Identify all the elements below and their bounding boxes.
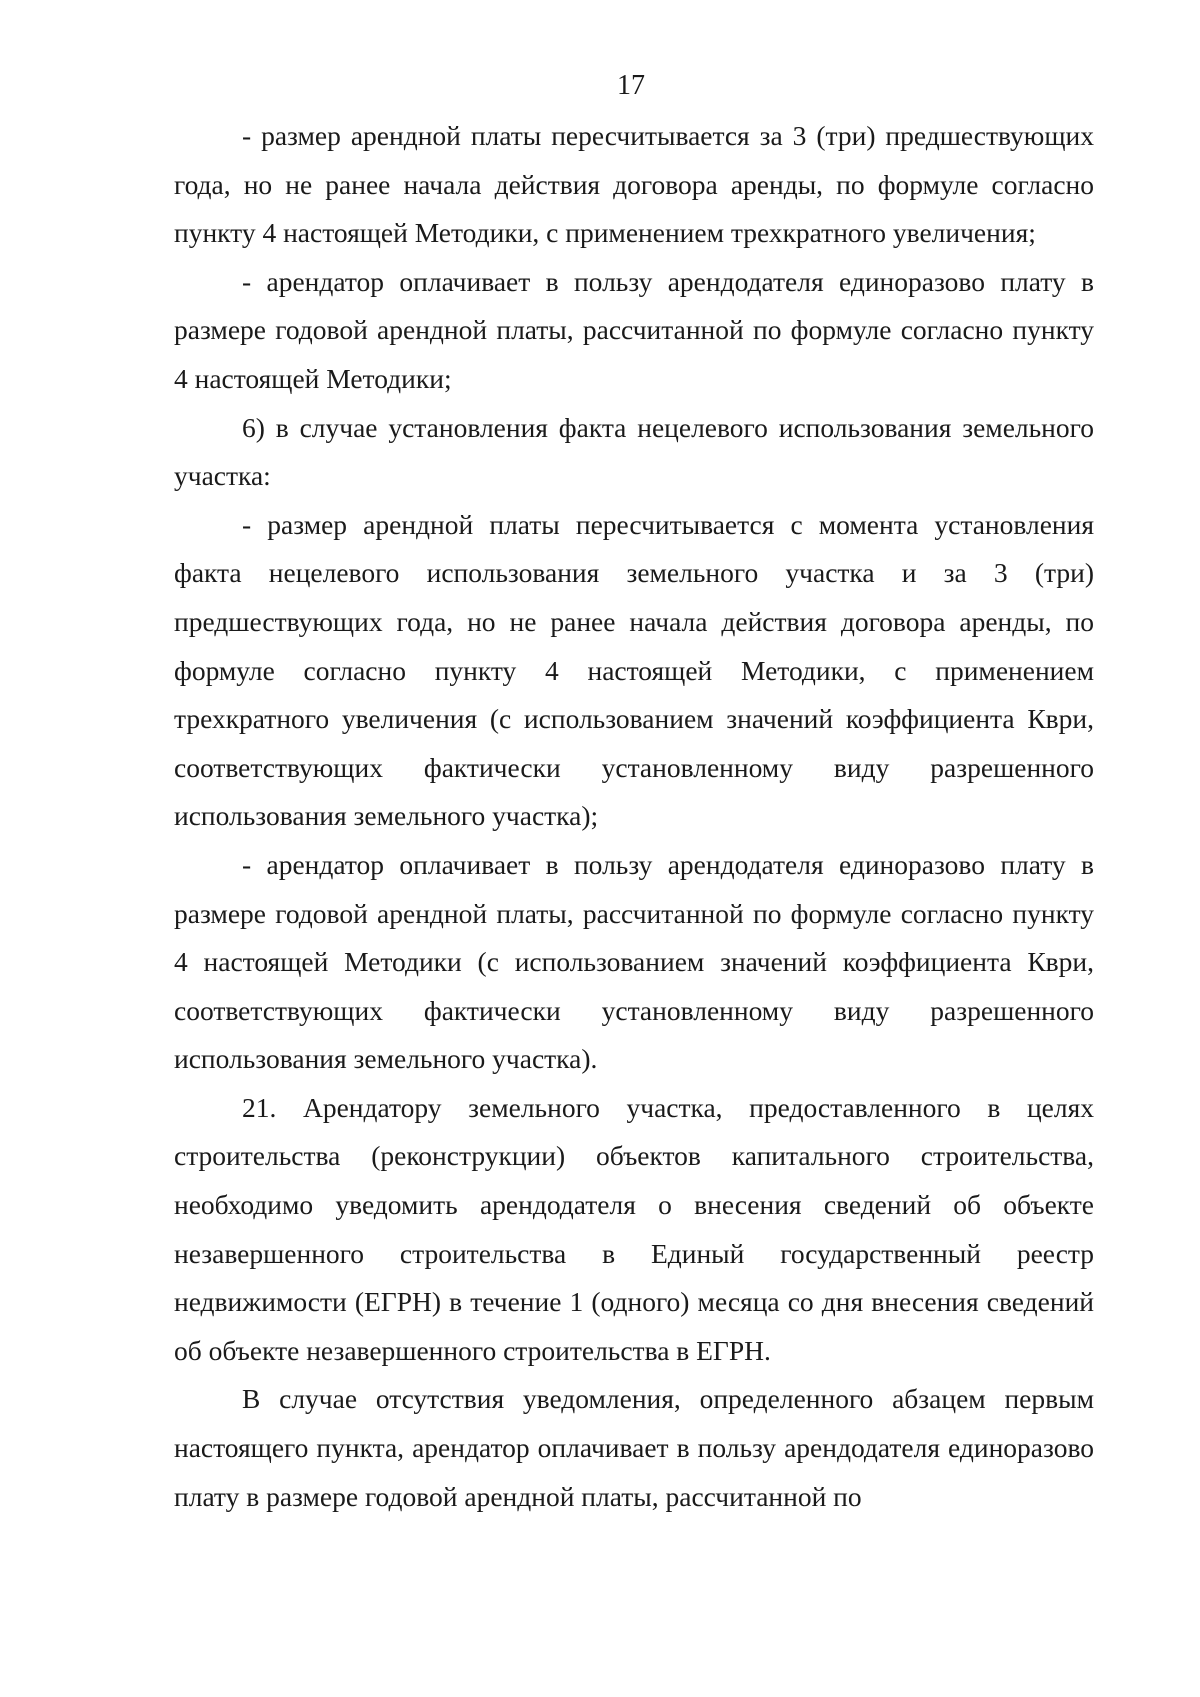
paragraph-clause-21: 21. Арендатору земельного участка, предоставленного в целях строительства (реконструкции) объектов капитального строительства, необходимо уведомить арендодателя о внесения сведений об объекте незавершенного строительства в Единый государственный реестр недвижимости (ЕГРН) в течение 1 (одного) месяца со дня внесения сведений об объекте незавершенного строительства в ЕГРН. [174,1091,1094,1366]
document-body [174,112,1094,1521]
paragraph-rent-recalc-misuse: - размер арендной платы пересчитывается с момента установления факта нецелевого использования земельного участка и за 3 (три) предшествующих года, но не ранее начала действия договора аренды, по формуле согласно пункту 4 настоящей Методики, с применением трехкратного увеличения (с использованием значений коэффициента Кври, соответствующих фактически установленному виду разрешенного использования земельного участка); [174,508,1094,832]
page-number: 17 [617,70,645,101]
paragraph-no-notification: В случае отсутствия уведомления, определенного абзацем первым настоящего пункта, арендатор оплачивает в пользу арендодателя единоразово плату в размере годовой арендной платы, рассчитанной по [174,1383,1094,1512]
paragraph-item-6-misuse: 6) в случае установления факта нецелевого использования земельного участка: [174,411,1094,492]
paragraph-rent-recalc-3-years: - размер арендной платы пересчитывается за 3 (три) предшествующих года, но не ранее начала действия договора аренды, по формуле согласно пункту 4 настоящей Методики, с применением трехкратного увеличения; [174,120,1094,249]
paragraph-lump-sum-misuse: - арендатор оплачивает в пользу арендодателя единоразово плату в размере годовой арендной платы, рассчитанной по формуле согласно пункту 4 настоящей Методики (с использованием значений коэффициента Кври, соответствующих фактически установленному виду разрешенного использования земельного участка). [174,848,1094,1075]
paragraph-lump-sum-payment: - арендатор оплачивает в пользу арендодателя единоразово плату в размере годовой арендной платы, рассчитанной по формуле согласно пункту 4 настоящей Методики; [174,265,1094,394]
